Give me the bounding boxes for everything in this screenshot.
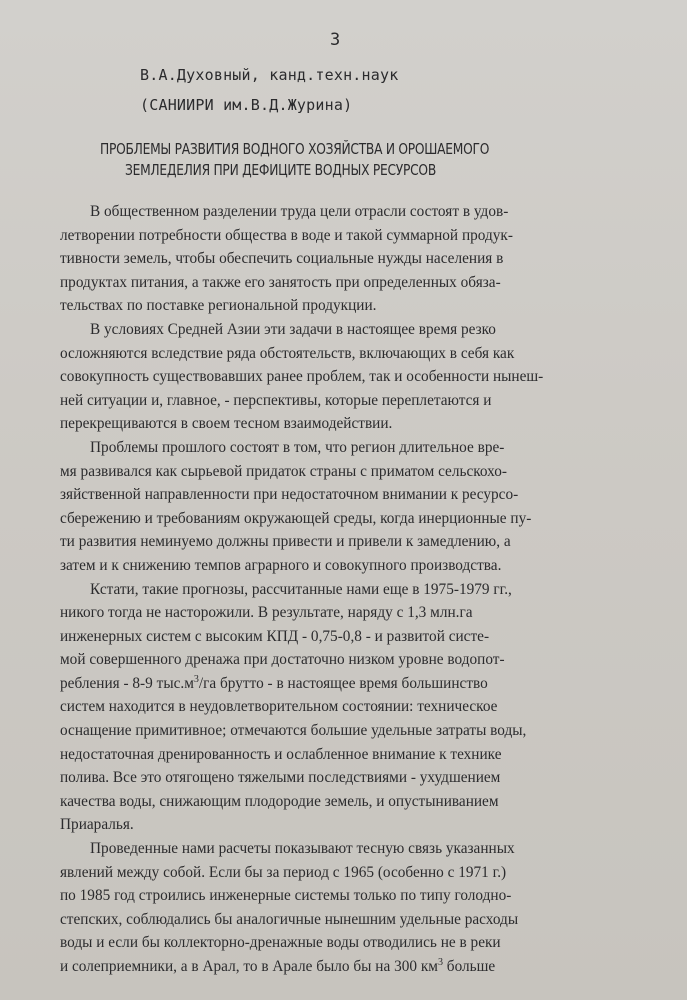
superscript: 3	[193, 673, 199, 685]
body-line-text: перекрещиваются в своем тесном взаимодействии.	[60, 415, 393, 433]
body-line-text: воды и если бы коллекторно-дренажные воды отводились не в реки	[60, 934, 501, 952]
body-line	[60, 931, 640, 955]
body-line-text: оснащение примитивное; отмечаются большие удельные затраты воды,	[60, 722, 527, 740]
body-line-text: никого тогда не насторожили. В результате, наряду с 1,3 млн.га	[60, 604, 473, 622]
body-line	[60, 672, 640, 696]
superscript: 3	[437, 956, 443, 968]
body-line-text: мой совершенного дренажа при достаточно низком уровне водопот-	[60, 651, 505, 669]
body-line	[60, 648, 640, 672]
body-line-text: по 1985 год строились инженерные системы только по типу голодно-	[60, 887, 512, 905]
body-line	[60, 554, 640, 578]
body-line	[60, 790, 640, 814]
body-line-text: /га брутто - в настоящее время большинство	[198, 674, 488, 692]
body-line-text: ребления - 8-9 тыс.м	[60, 674, 194, 692]
body-line-text: ти развития неминуемо должны привести и привели к замедлению, а	[60, 533, 511, 551]
body-line	[60, 389, 640, 413]
body-line	[60, 507, 640, 531]
body-line-text: совокупность существовавших ранее проблем, так и особенности нынеш-	[60, 368, 544, 386]
body-line	[60, 247, 640, 271]
author-line: В.А.Духовный, канд.техн.наук	[140, 66, 399, 84]
body-line	[60, 224, 640, 248]
body-line-text: и солеприемники, а в Арал, то в Арале было бы на 300 км	[60, 958, 438, 975]
body-line-text: тельствах по поставке региональной продукции.	[60, 297, 377, 315]
body-line	[60, 318, 640, 342]
title-line-2: ЗЕМЛЕДЕЛИЯ ПРИ ДЕФИЦИТЕ ВОДНЫХ РЕСУРСОВ	[125, 161, 436, 179]
body-line-text: тивности земель, чтобы обеспечить социальные нужды населения в	[60, 250, 504, 268]
body-line	[60, 483, 640, 507]
body-line-text: затем и к снижению темпов аграрного и совокупного производства.	[60, 556, 502, 574]
body-line	[60, 625, 640, 649]
body-line	[60, 365, 640, 389]
institute-line: (САНИИРИ им.В.Д.Журина)	[140, 96, 353, 114]
body-line-text: Проведенные нами расчеты показывают тесную связь указанных	[90, 840, 515, 858]
body-line-text: продуктах питания, а также его занятость при определенных обяза-	[60, 273, 501, 291]
body-line	[60, 766, 640, 790]
body-line	[60, 861, 640, 885]
body-line-text: недостаточная дренированность и ослабленное внимание к технике	[60, 745, 502, 763]
body-line-text: Проблемы прошлого состоят в том, что регион длительное вре-	[90, 438, 505, 456]
body-line-text: летворении потребности общества в воде и такой суммарной продук-	[60, 226, 513, 244]
page-number: 3	[330, 30, 341, 50]
body-line-text: В общественном разделении труда цели отрасли состоят в удов-	[90, 203, 509, 220]
body-line	[60, 460, 640, 484]
body-line	[60, 530, 640, 554]
body-line-text: качества воды, снижающим плодородие земель, и опустыниванием	[60, 792, 499, 810]
body-line-text: больше	[442, 958, 496, 975]
body-line-text: мя развивался как сырьевой придаток страны с приматом сельскохо-	[60, 462, 507, 480]
body-line	[60, 412, 640, 436]
title-line-1: ПРОБЛЕМЫ РАЗВИТИЯ ВОДНОГО ХОЗЯЙСТВА И ОРОШАЕМОГО	[100, 140, 490, 158]
body-line	[60, 884, 640, 908]
body-line	[60, 601, 640, 625]
body-line	[60, 436, 640, 460]
body-line	[60, 743, 640, 767]
body-line	[60, 271, 640, 295]
body-line	[60, 294, 640, 318]
body-line	[60, 719, 640, 743]
body-line-text: Кстати, такие прогнозы, рассчитанные нами еще в 1975-1979 гг.,	[90, 580, 512, 598]
body-line	[60, 342, 640, 366]
body-line-text: полива. Все это отягощено тяжелыми последствиями - ухудшением	[60, 769, 501, 787]
body-line	[60, 813, 640, 837]
body-line	[60, 695, 640, 719]
body-line	[60, 908, 640, 932]
body-line-text: В условиях Средней Азии эти задачи в настоящее время резко	[90, 320, 496, 338]
body-line-text: явлений между собой. Если бы за период с 1965 (особенно с 1971 г.)	[60, 863, 507, 881]
body-line	[60, 955, 640, 979]
body-line	[60, 200, 640, 224]
body-line-text: зяйственной направленности при недостаточном внимании к ресурсо-	[60, 486, 519, 504]
body-line-text: систем находится в неудовлетворительном состоянии: техническое	[60, 698, 498, 716]
body-line	[60, 578, 640, 602]
body-text	[60, 200, 640, 979]
body-line	[60, 837, 640, 861]
body-line-text: осложняются вследствие ряда обстоятельств, включающих в себя как	[60, 344, 515, 362]
body-line-text: Приаралья.	[60, 816, 134, 834]
body-line-text: степских, соблюдались бы аналогичные нынешним удельные расходы	[60, 910, 519, 928]
body-line-text: ней ситуации и, главное, - перспективы, которые переплетаются и	[60, 391, 492, 409]
body-line-text: инженерных систем с высоким КПД - 0,75-0,8 - и развитой систе-	[60, 627, 490, 645]
body-line-text: сбережению и требованиям окружающей среды, когда инерционные пу-	[60, 509, 532, 527]
